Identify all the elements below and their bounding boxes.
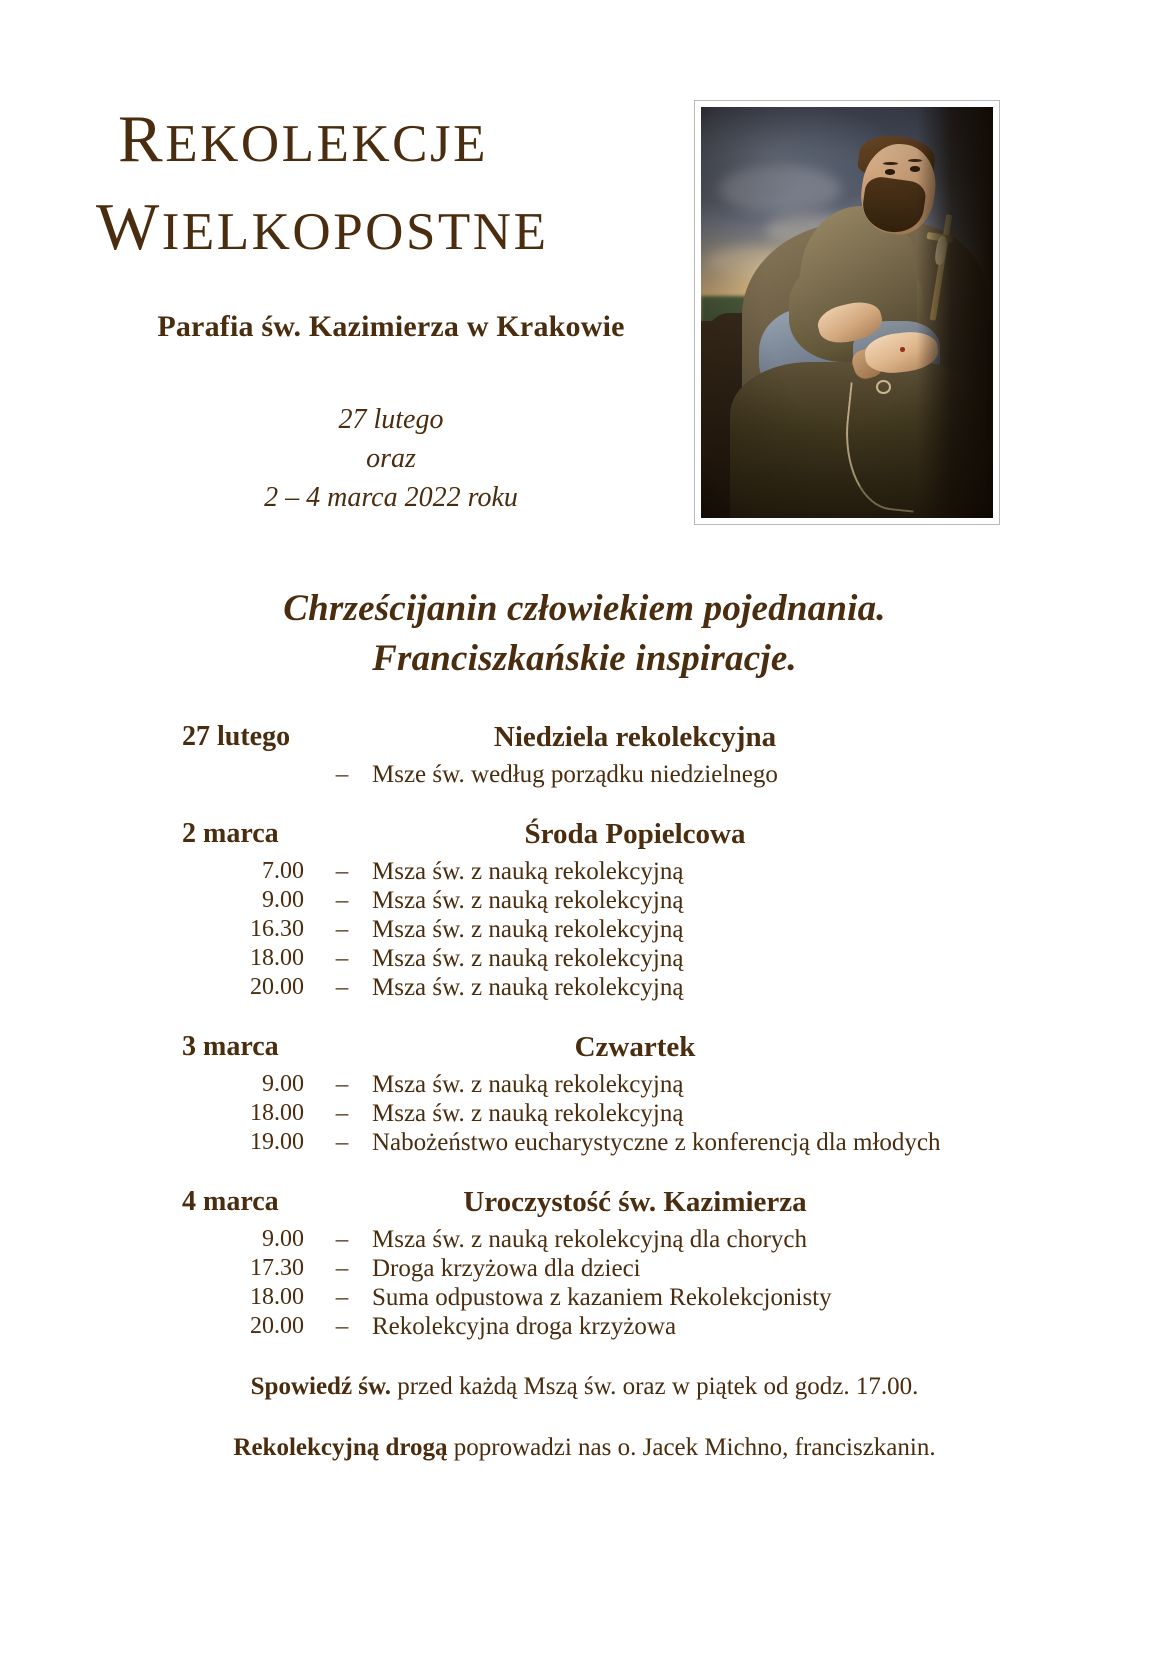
retreat-leader-label: Rekolekcyjną drogą	[233, 1434, 448, 1461]
schedule-row	[0, 1254, 1169, 1283]
schedule-row-time: 9.00	[262, 1071, 304, 1097]
schedule-row	[0, 1283, 1169, 1312]
schedule-row-time: 18.00	[250, 1284, 304, 1310]
schedule-row-time: 17.30	[250, 1255, 304, 1281]
schedule-row-description: Msza św. z nauką rekolekcyjną	[372, 858, 684, 885]
schedule-row-dash: –	[335, 761, 349, 788]
schedule-row-time: 9.00	[262, 1226, 304, 1252]
schedule-row	[0, 857, 1169, 886]
schedule-section-title: Środa Popielcowa	[524, 818, 746, 850]
schedule-row	[0, 915, 1169, 944]
schedule-row-dash: –	[335, 974, 349, 1001]
schedule-row-dash: –	[335, 1313, 349, 1340]
schedule-section-header	[0, 815, 1169, 855]
schedule-row-description: Droga krzyżowa dla dzieci	[372, 1255, 641, 1282]
schedule-row-description: Msza św. z nauką rekolekcyjną	[372, 1100, 684, 1127]
schedule-row	[0, 944, 1169, 973]
schedule-section-header	[0, 1183, 1169, 1223]
theme-line-2: Franciszkańskie inspiracje.	[372, 638, 797, 679]
schedule-row	[0, 760, 1169, 789]
schedule-section-title: Czwartek	[574, 1031, 696, 1063]
schedule-row-description: Msza św. z nauką rekolekcyjną	[372, 945, 684, 972]
schedule-section-date: 2 marca	[182, 818, 279, 849]
date-line-3: 2 – 4 marca 2022 roku	[264, 482, 518, 513]
schedule-section-title: Uroczystość św. Kazimierza	[463, 1186, 807, 1218]
painting-shadow	[917, 107, 993, 518]
schedule-row	[0, 973, 1169, 1002]
schedule-row-description: Nabożeństwo eucharystyczne z konferencją dla młodych	[372, 1129, 941, 1156]
confession-label: Spowiedź św.	[250, 1373, 391, 1400]
confession-text: przed każdą Mszą św. oraz w piątek od godz. 17.00.	[390, 1373, 919, 1400]
retreat-leader-note	[0, 1432, 1169, 1464]
schedule-row-dash: –	[335, 1129, 349, 1156]
schedule-section-date: 3 marca	[182, 1031, 279, 1062]
title-line-2-text: WIELKOPOSTNE	[96, 190, 549, 264]
schedule-rows	[0, 1070, 1169, 1157]
painting-cloud	[719, 165, 842, 214]
title-line-2	[96, 186, 686, 274]
schedule-row	[0, 1225, 1169, 1254]
schedule-row-dash: –	[335, 887, 349, 914]
schedule-row-dash: –	[335, 858, 349, 885]
title-line-1-text: REKOLEKCJE	[118, 102, 489, 176]
schedule-row-description: Msza św. z nauką rekolekcyjną	[372, 916, 684, 943]
schedule-row-dash: –	[335, 945, 349, 972]
retreat-theme	[96, 584, 1073, 684]
schedule-row-description: Msza św. z nauką rekolekcyjną	[372, 974, 684, 1001]
saint-francis-painting	[701, 107, 993, 518]
theme-line-1: Chrześcijanin człowiekiem pojednania.	[283, 588, 886, 629]
schedule-row-dash: –	[335, 1100, 349, 1127]
schedule-row-time: 19.00	[250, 1129, 304, 1155]
schedule-row-dash: –	[335, 1071, 349, 1098]
schedule-row-dash: –	[335, 1255, 349, 1282]
poster-title	[96, 98, 686, 274]
schedule-row-dash: –	[335, 916, 349, 943]
schedule-section	[0, 718, 1169, 789]
schedule-row-dash: –	[335, 1284, 349, 1311]
event-dates	[96, 400, 686, 517]
schedule-rows	[0, 857, 1169, 1002]
schedule-row-description: Msza św. z nauką rekolekcyjną dla chorych	[372, 1226, 808, 1253]
schedule-row	[0, 1312, 1169, 1341]
schedule-row-time: 9.00	[262, 887, 304, 913]
schedule-section-header	[0, 718, 1169, 758]
title-line-1	[96, 98, 686, 186]
painting-stigmata	[900, 347, 905, 352]
date-line-2: oraz	[366, 443, 416, 474]
saint-francis-painting-frame	[694, 100, 1000, 525]
schedule-section-date: 27 lutego	[182, 721, 291, 752]
painting-eye	[885, 169, 896, 174]
schedule-row-description: Suma odpustowa z kazaniem Rekolekcjonisty	[372, 1284, 832, 1311]
schedule-rows	[0, 760, 1169, 789]
schedule-section-header	[0, 1028, 1169, 1068]
schedule-section	[0, 1028, 1169, 1157]
schedule-row-description: Rekolekcyjna droga krzyżowa	[372, 1313, 677, 1340]
schedule-section-title: Niedziela rekolekcyjna	[493, 721, 777, 753]
schedule-row-time: 7.00	[262, 858, 304, 884]
schedule-section	[0, 815, 1169, 1002]
schedule-section	[0, 1183, 1169, 1341]
schedule-row-time: 16.30	[250, 916, 304, 942]
schedule-list	[0, 718, 1169, 1367]
retreat-leader-text: poprowadzi nas o. Jacek Michno, franciszkanin.	[447, 1434, 936, 1461]
confession-note	[0, 1371, 1169, 1403]
schedule-row	[0, 886, 1169, 915]
schedule-row-description: Msza św. z nauką rekolekcyjną	[372, 887, 684, 914]
schedule-rows	[0, 1225, 1169, 1341]
parish-name: Parafia św. Kazimierza w Krakowie	[157, 310, 625, 343]
schedule-row	[0, 1128, 1169, 1157]
schedule-row-description: Msza św. z nauką rekolekcyjną	[372, 1071, 684, 1098]
schedule-row-time: 18.00	[250, 945, 304, 971]
schedule-row-dash: –	[335, 1226, 349, 1253]
schedule-section-date: 4 marca	[182, 1186, 279, 1217]
schedule-row-time: 18.00	[250, 1100, 304, 1126]
schedule-row	[0, 1099, 1169, 1128]
date-line-1: 27 lutego	[338, 404, 444, 435]
schedule-row-time: 20.00	[250, 1313, 304, 1339]
schedule-row-description: Msze św. według porządku niedzielnego	[372, 761, 778, 788]
schedule-row-time: 20.00	[250, 974, 304, 1000]
schedule-row	[0, 1070, 1169, 1099]
